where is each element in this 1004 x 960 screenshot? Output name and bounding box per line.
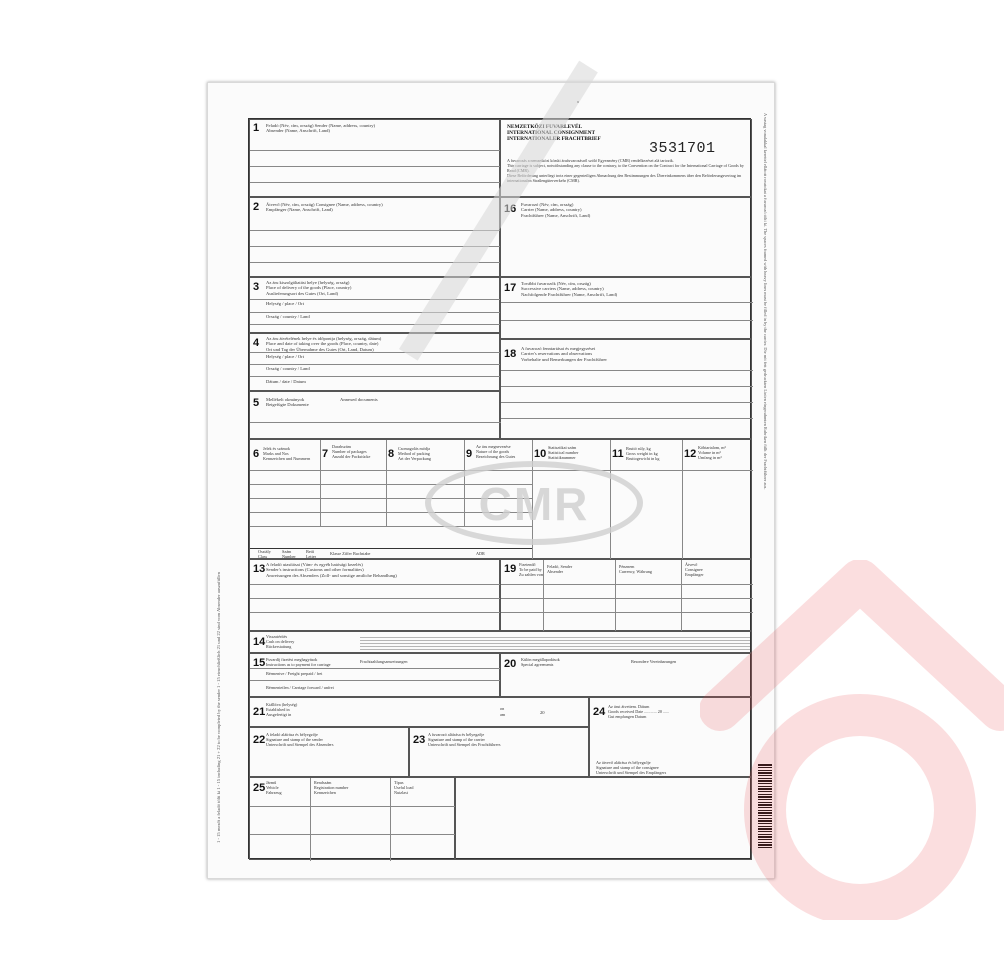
cmr-watermark-logo: CMR [425, 461, 643, 545]
box-17-successive-carriers[interactable]: 17 További fuvarozók (Név, cím, ország) Successive carriers (Name, address, country) Nachfolgende Frachtführer (Name, Anschrift, Land) [500, 277, 752, 339]
legal-notice: A fuvarozás a nemzetközi közúti árufuvarozásról szóló Egyezmény (CMR) rendelkezései alá tartozik. This carriage is subject, notwithstanding any clause to the contrary, to the Convention on the Contract for the International Carriage of Goods by Road (CMR). Diese Beförderung unterliegt trotz einer gegenteiligen Abmachung den Bestimmungen des Übereinkommens über den Beförderungsvertrag im internationalen Straßengüterverkehr (CMR). [507, 158, 744, 183]
box-9-nature[interactable]: 9 Az áru megnevezése Nature of the goods Bezeichnung des Gutes [466, 444, 516, 460]
box-5-documents[interactable]: 5 Mellékelt okmányok Beigefügte Dokumente Annexed documents [249, 391, 500, 439]
box-20-special-agreements[interactable]: 20 Külön megállapodások Special agreements Besondere Vereinbarungen [500, 653, 752, 697]
cmr-document-sheet [207, 82, 775, 879]
right-margin-note: A vastag vonalakkal kerettel ellátott rovatokat a fuvarozó tölti ki. The spaces framed with heavy lines must be filled in by the carrier. Die mit fett gedruckten Linien eingerahmten Rubriken füllt der Frachtführer aus. [763, 113, 768, 490]
adr-class-row: Osztály Class Szám Number Betű Letter Klasse Ziffer Buchstabe ADR [250, 526, 532, 560]
box-4-taking-over[interactable]: 4 Az áru átvételének helye és időpontja (helység, ország, dátum) Place and date of taking over the goods (Place, country, date) Ort und Tag der Übernahme des Gutes (Ort, Land, Datum) Helység / place / Ort Ország / country / Land Dátum / date / Datum [249, 333, 500, 391]
box-bottom-right-blank [455, 777, 752, 860]
box-6-marks[interactable]: 6 Jelek és számok Marks and Nos Kennzeichen und Nummern [253, 446, 311, 461]
box-1-sender[interactable]: 1 Feladó (Név, cím, ország) Sender (Name, address, country) Absender (Name, Anschrift, Land) [249, 119, 500, 197]
box-14-cash-on-delivery[interactable]: 14 Visszatérítés Cash on delivery Rückerstattung [249, 631, 752, 653]
box-10-statistical[interactable]: 10 Statisztikai szám Statistical number Statistiknummer [534, 445, 579, 460]
box-25-vehicle[interactable]: 25 Jármű Vehicle Fahrzeug Rendszám Registration number Kennzeichen Típus Useful load Nutzlast [249, 777, 455, 860]
box-16-carrier[interactable]: 16 Fuvarozó (Név, cím, ország) Carrier (Name, address, country) Frachtführer (Name, Anschrift, Land) [500, 197, 752, 277]
cmr-form [248, 118, 751, 859]
box-12-volume[interactable]: 12 Köbtartalom, m³ Volume in m³ Umfang in m³ [684, 445, 726, 460]
left-margin-note: 1 - 15 mezőt a feladó tölti ki 1 - 15 including 21 + 22 to be completed by the sender 1 - 15 einschließlich 21 und 22 sind vom Absender auszufüllen [216, 572, 221, 843]
box-11-gross-weight[interactable]: 11 Bruttó súly, kg Gross weight in kg Bruttogewicht in kg [612, 446, 660, 461]
document-title: NEMZETKÖZI FUVARLEVÉL INTERNATIONAL CONSIGNMENT INTERNATIONALER FRACHTBRIEF [507, 124, 601, 143]
box-3-delivery-place[interactable]: 3 Az áru kiszolgáltatási helye (helység, ország) Place of delivery of the goods (Place, country) Auslieferungsort des Gutes (Ort, Land) Helység / place / Ort Ország / country / Land [249, 277, 500, 333]
box-19-to-be-paid[interactable]: 19 Fizetendő To be paid by Zu zahlen vom Feladó, Sender Absender Pénznem Currency, Währung Átvevő Consignee Empfänger [500, 559, 752, 631]
document-number: 3531701 [649, 140, 716, 157]
box-22-sender-signature[interactable]: 22 A feladó aláírása és bélyegzője Signature and stamp of the sender Unterschrift und Stempel des Absenders [249, 727, 409, 777]
box-2-consignee[interactable]: 2 Átvevő (Név, cím, ország) Consignee (Name, address, country) Empfänger (Name, Anschrift, Land) [249, 197, 500, 277]
box-7-packages[interactable]: 7 Darabszám Number of packages Anzahl der Packstücke [322, 444, 371, 460]
barcode-icon [758, 763, 772, 848]
box-23-carrier-signature[interactable]: 23 A fuvarozó aláírása és bélyegzője Signature and stamp of the carrier Unterschrift und Stempel des Frachtführers [409, 727, 589, 777]
box-18-carrier-reservations[interactable]: 18 A fuvarozó fenntartásai és megjegyzései Carrier's reservations and observations Vorbehalte und Bemerkungen der Frachtführer [500, 339, 752, 439]
box-13-sender-instructions[interactable]: 13 A feladó utasításai (Vám- és egyéb hatósági kezelés) Sender's instructions (Customs and other formalities) Anweisungen des Absenders (Zoll- und sonstige amtliche Behandlung) [249, 559, 500, 631]
box-8-packing[interactable]: 8 Csomagolás módja Method of packing Art der Verpackung [388, 446, 431, 461]
box-15-payment-instructions[interactable]: 15 Fuvardíj fizetési meghagyások Instructions as to payment for carriage Frachtzahlungsanweisungen Bérmentve / Freight prepaid / frei Bérmentetlen / Carriage forward / unfrei [249, 653, 500, 697]
box-21-established-in[interactable]: 21 Kiállítva (helység) Established in Ausgefertigt in on am 20 [249, 697, 589, 727]
box-24-goods-received[interactable]: 24 Az árut átvettem. Dátum Goods received Date ............ 20 ...... Gut empfangen Datum Az átvevő aláírása és bélyegzője Signature and stamp of the consignee Unterschrift und Stempel des Empfängers [589, 697, 752, 777]
